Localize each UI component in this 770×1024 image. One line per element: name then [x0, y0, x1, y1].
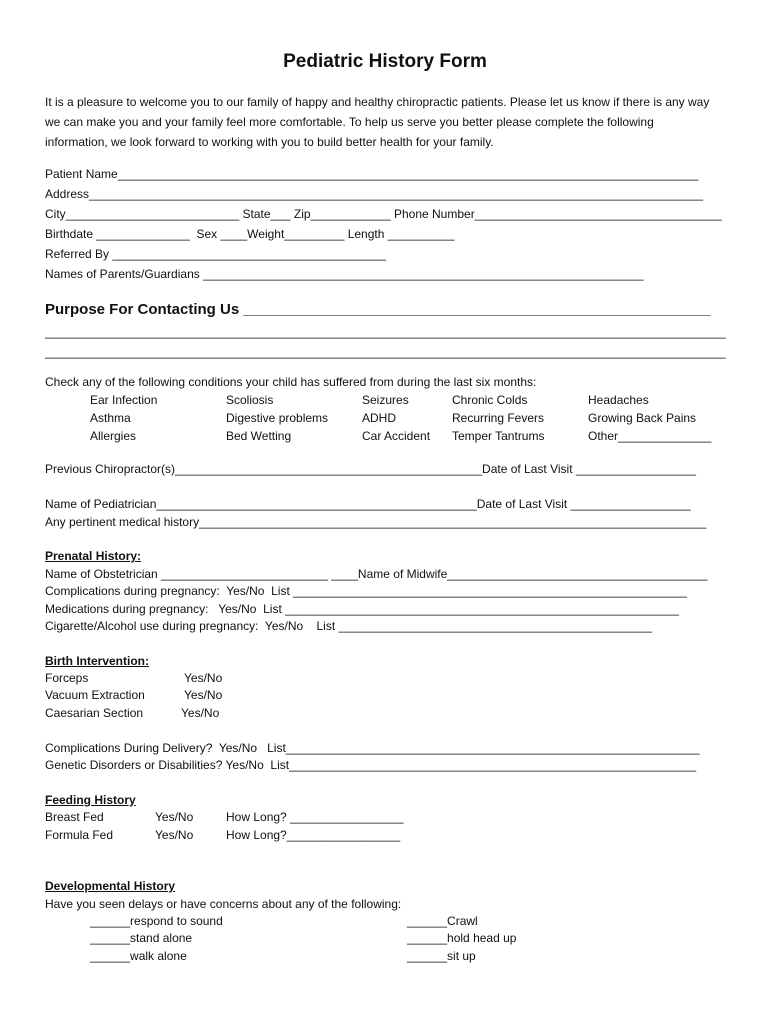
breast-fed-how-long-field[interactable]: How Long? _________________ — [226, 810, 404, 824]
parents-guardians-field[interactable]: Names of Parents/Guardians __________________________________________________________________ — [45, 267, 644, 281]
condition-item[interactable]: ADHD — [362, 411, 397, 425]
sit-up-field[interactable]: ______sit up — [407, 949, 476, 963]
condition-item[interactable]: Ear Infection — [90, 393, 158, 407]
condition-item[interactable]: Headaches — [588, 393, 649, 407]
city-state-zip-phone-field[interactable]: City__________________________ State___ Zip____________ Phone Number_____________________________________ — [45, 207, 722, 221]
condition-item[interactable]: Scoliosis — [226, 393, 274, 407]
breast-fed-label: Breast Fed — [45, 810, 104, 824]
formula-fed-yes-no[interactable]: Yes/No — [155, 828, 194, 842]
conditions-prompt: Check any of the following conditions your child has suffered from during the last six months: — [45, 375, 537, 389]
stand-alone-field[interactable]: ______stand alone — [90, 931, 193, 945]
birth-intervention-heading: Birth Intervention: — [45, 654, 149, 668]
purpose-line-3[interactable]: ______________________________________________________________________________________________________ — [45, 345, 726, 359]
condition-item[interactable]: Allergies — [90, 429, 137, 443]
respond-to-sound-field[interactable]: ______respond to sound — [90, 914, 223, 928]
condition-item[interactable]: Temper Tantrums — [452, 429, 545, 443]
hold-head-up-field[interactable]: ______hold head up — [407, 931, 517, 945]
obstetrician-midwife-field[interactable]: Name of Obstetrician _________________________ ____Name of Midwife_______________________________________ — [45, 567, 708, 581]
formula-fed-label: Formula Fed — [45, 828, 114, 842]
intro-paragraph: It is a pleasure to welcome you to our family of happy and healthy chiropractic patients. Please let us know if there is any way we can make you and your family feel more comfortable. To help us serve you better please complete the following information, we look forward to working with you to build better health for your family. — [45, 95, 710, 149]
forceps-yes-no[interactable]: Yes/No — [184, 671, 223, 685]
condition-item[interactable]: Seizures — [362, 393, 409, 407]
developmental-prompt: Have you seen delays or have concerns about any of the following: — [45, 897, 402, 911]
delivery-complications-field[interactable]: Complications During Delivery? Yes/No List______________________________________________________________ — [45, 741, 700, 755]
breast-fed-yes-no[interactable]: Yes/No — [155, 810, 194, 824]
pregnancy-complications-field[interactable]: Complications during pregnancy: Yes/No List ___________________________________________________________ — [45, 584, 687, 598]
forceps-label: Forceps — [45, 671, 89, 685]
condition-item[interactable]: Asthma — [90, 411, 131, 425]
previous-chiropractor-field[interactable]: Previous Chiropractor(s)______________________________________________Date of Last Visit __________________ — [45, 462, 696, 476]
walk-alone-field[interactable]: ______walk alone — [90, 949, 187, 963]
condition-item[interactable]: Chronic Colds — [452, 393, 528, 407]
pediatrician-field[interactable]: Name of Pediatrician________________________________________________Date of Last Visit __________________ — [45, 497, 691, 511]
purpose-line-2[interactable]: ______________________________________________________________________________________________________ — [45, 325, 726, 339]
condition-item[interactable]: Digestive problems — [226, 411, 329, 425]
pregnancy-medications-field[interactable]: Medications during pregnancy: Yes/No List ___________________________________________________________ — [45, 602, 679, 616]
cigarette-alcohol-field[interactable]: Cigarette/Alcohol use during pregnancy: Yes/No List _______________________________________________ — [45, 619, 653, 633]
medical-history-field[interactable]: Any pertinent medical history____________________________________________________________________________ — [45, 515, 707, 529]
purpose-heading-field[interactable]: Purpose For Contacting Us ________________________________________________________ — [45, 301, 711, 318]
crawl-field[interactable]: ______Crawl — [407, 914, 478, 928]
condition-item[interactable]: Growing Back Pains — [588, 411, 697, 425]
caesarian-section-yes-no[interactable]: Yes/No — [181, 706, 220, 720]
patient-name-field[interactable]: Patient Name_______________________________________________________________________________________ — [45, 167, 699, 181]
birthdate-sex-weight-length-field[interactable]: Birthdate ______________ Sex ____Weight_________ Length __________ — [45, 227, 455, 241]
developmental-history-heading: Developmental History — [45, 879, 176, 893]
vacuum-extraction-yes-no[interactable]: Yes/No — [184, 688, 223, 702]
prenatal-history-heading: Prenatal History: — [45, 549, 142, 563]
condition-item[interactable]: Bed Wetting — [226, 429, 292, 443]
genetic-disorders-field[interactable]: Genetic Disorders or Disabilities? Yes/No List_____________________________________________________________ — [45, 758, 697, 772]
feeding-history-heading: Feeding History — [45, 793, 136, 807]
caesarian-section-label: Caesarian Section — [45, 706, 144, 720]
referred-by-field[interactable]: Referred By _________________________________________ — [45, 247, 386, 261]
page-title: Pediatric History Form — [283, 51, 487, 72]
vacuum-extraction-label: Vacuum Extraction — [45, 688, 145, 702]
formula-fed-how-long-field[interactable]: How Long?_________________ — [226, 828, 401, 842]
condition-item[interactable]: Car Accident — [362, 429, 431, 443]
condition-other-field[interactable]: Other______________ — [588, 429, 712, 443]
address-field[interactable]: Address____________________________________________________________________________________________ — [45, 187, 704, 201]
condition-item[interactable]: Recurring Fevers — [452, 411, 545, 425]
